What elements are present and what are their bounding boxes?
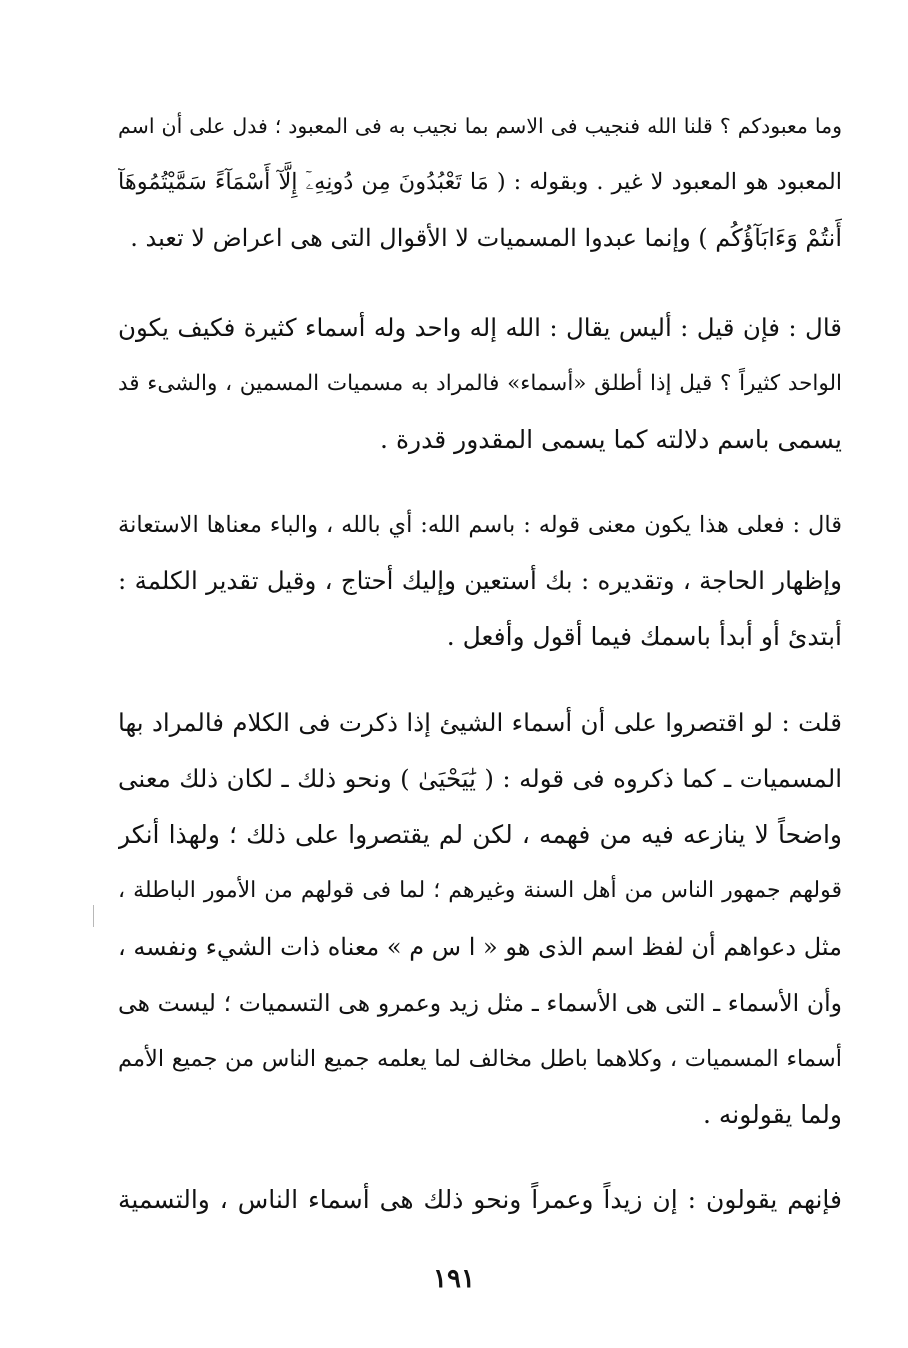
text-line: أَنتُمْ وَءَابَآؤُكُم ) وإنما عبدوا المسميات لا الأقوال التى هى اعراض لا تعبد . (130, 224, 842, 252)
paragraph (118, 300, 842, 468)
text-line: قولهم جمهور الناس من أهل السنة وغيرهم ؛ لما فى قولهم من الأمور الباطلة ، (118, 878, 842, 903)
text-line: الواحد كثيراً ؟ قيل إذا أطلق «أسماء» فالمراد به مسميات المسمين ، والشىء قد (118, 371, 842, 396)
text-line: المسميات ـ كما ذكروه فى قوله : ( يَٰيَحْيَىٰ ) ونحو ذلك ـ لكان ذلك معنى (118, 764, 842, 793)
text-line: يسمى باسم دلالته كما يسمى المقدور قدرة . (380, 425, 842, 454)
text-line: وما معبودكم ؟ قلنا الله فنجيب فى الاسم بما نجيب به فى المعبود ؛ فدل على أن اسم (118, 114, 842, 138)
paragraph (118, 497, 842, 665)
text-line: أسماء المسميات ، وكلاهما باطل مخالف لما يعلمه جميع الناس من جميع الأمم (118, 1046, 842, 1072)
page-number: ١٩١ (433, 1264, 475, 1294)
text-line: وإظهار الحاجة ، وتقديره : بك أستعين وإليك أحتاج ، وقيل تقدير الكلمة : (118, 566, 842, 595)
text-line: فإنهم يقولون : إن زيداً وعمراً ونحو ذلك هى أسماء الناس ، والتسمية (118, 1185, 842, 1214)
text-line: قال : فإن قيل : أليس يقال : الله إله واحد وله أسماء كثيرة فكيف يكون (118, 313, 842, 342)
text-line: قلت : لو اقتصروا على أن أسماء الشيئ إذا ذكرت فى الكلام فالمراد بها (118, 708, 842, 737)
text-line: وأن الأسماء ـ التى هى الأسماء ـ مثل زيد وعمرو هى التسميات ؛ ليست هى (118, 989, 842, 1017)
margin-mark (93, 905, 94, 927)
paragraph (118, 695, 842, 1143)
paragraph (118, 98, 842, 266)
text-line: مثل دعواهم أن لفظ اسم الذى هو « ا س م » معناه ذات الشيء ونفسه ، (118, 933, 842, 961)
text-line: أبتدئ أو أبدأ باسمك فيما أقول وأفعل . (446, 622, 842, 651)
paragraph (118, 1172, 842, 1228)
text-line: قال : فعلى هذا يكون معنى قوله : باسم الله: أي بالله ، والباء معناها الاستعانة (118, 512, 842, 538)
text-line: واضحاً لا ينازعه فيه من فهمه ، لكن لم يقتصروا على ذلك ؛ ولهذا أنكر (118, 820, 842, 849)
text-line: المعبود هو المعبود لا غير . وبقوله : ( مَا تَعْبُدُونَ مِن دُونِهِۦٓ إِلَّآ أَسْمَآءً سَمَّيْتُمُوهَآ (118, 169, 842, 195)
text-line: ولما يقولونه . (702, 1100, 842, 1129)
